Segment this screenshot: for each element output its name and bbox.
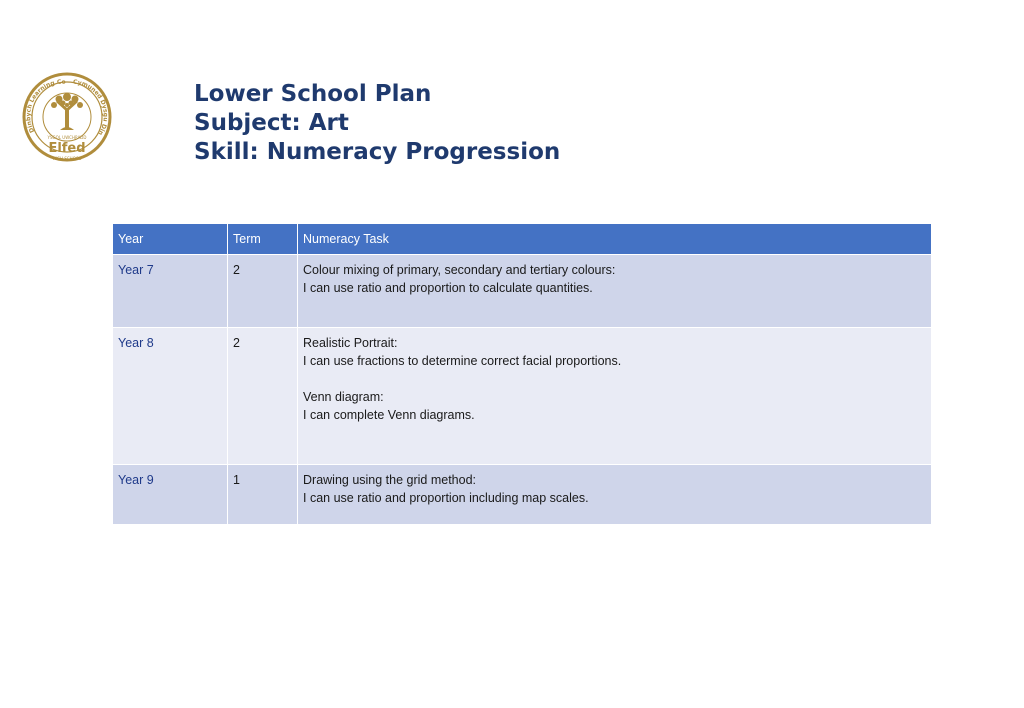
- task-line: I can use ratio and proportion to calculate quantities.: [303, 281, 593, 295]
- table-header-row: [113, 224, 932, 255]
- term-cell: 1: [228, 465, 298, 525]
- task-cell: [298, 465, 932, 525]
- task-line: Realistic Portrait:: [303, 336, 398, 350]
- task-line: I can use fractions to determine correct facial proportions.: [303, 354, 622, 368]
- logo-school-welsh: YSGOL UWCHRADD: [47, 135, 87, 140]
- school-logo: [22, 72, 112, 168]
- table-row: [113, 328, 932, 465]
- year-cell: Year 9: [113, 465, 228, 525]
- task-line: I can use ratio and proportion including map scales.: [303, 491, 589, 505]
- logo-school-name: Elfed: [48, 141, 86, 156]
- header-term: Term: [228, 224, 298, 255]
- page-heading: [194, 80, 560, 167]
- school-crest-icon: [22, 72, 112, 168]
- logo-ring-text-right: Cymuned Dysgu Din: [72, 78, 109, 137]
- logo-school-type: HIGH SCHOOL: [52, 156, 82, 161]
- header-year: Year: [113, 224, 228, 255]
- term-cell: 2: [228, 328, 298, 465]
- plan-title: Lower School Plan: [194, 81, 432, 107]
- task-cell: [298, 255, 932, 328]
- tree-icon: [51, 93, 83, 130]
- year-cell: Year 8: [113, 328, 228, 465]
- task-cell: [298, 328, 932, 465]
- year-cell: Year 7: [113, 255, 228, 328]
- task-line: Drawing using the grid method:: [303, 473, 477, 487]
- task-line: I can complete Venn diagrams.: [303, 408, 475, 422]
- numeracy-table: [112, 223, 932, 525]
- skill-title: Skill: Numeracy Progression: [194, 139, 561, 165]
- table-row: [113, 465, 932, 525]
- term-cell: 2: [228, 255, 298, 328]
- subject-title: Subject: Art: [194, 110, 349, 136]
- task-line-spacer: [303, 370, 926, 388]
- logo-ring-text-left: Dinbych Learning Co: [25, 78, 66, 134]
- table-row: [113, 255, 932, 328]
- task-line: Colour mixing of primary, secondary and tertiary colours:: [303, 263, 616, 277]
- task-line: Venn diagram:: [303, 390, 384, 404]
- header-numeracy-task: Numeracy Task: [298, 224, 932, 255]
